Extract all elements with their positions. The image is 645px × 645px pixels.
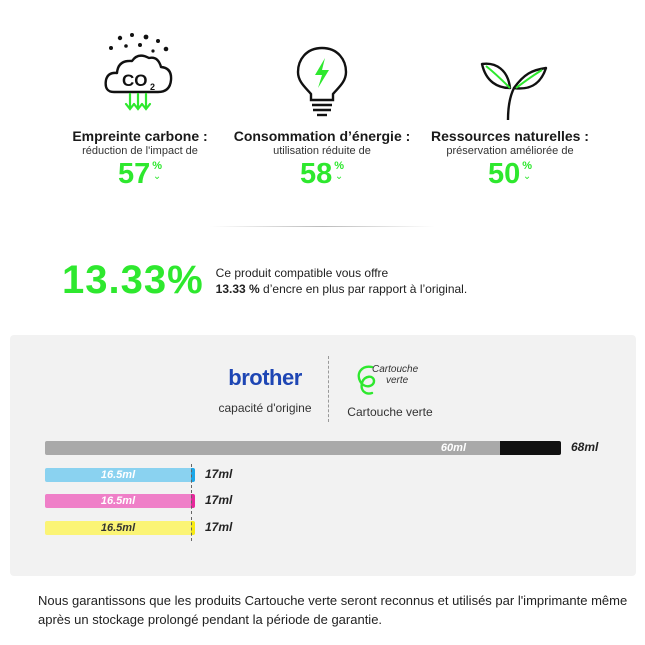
brand-separator — [328, 356, 329, 422]
capacity-bar-black — [45, 441, 561, 455]
stat-title: Empreinte carbone : — [72, 128, 208, 144]
green-capacity-label: 68ml — [571, 440, 599, 454]
stat-subtitle: réduction de l'impact de — [82, 145, 198, 157]
original-capacity-segment — [45, 468, 191, 482]
brand-original — [205, 365, 325, 415]
original-capacity-label: 60ml — [440, 442, 466, 454]
svg-text:2: 2 — [150, 82, 156, 92]
stat-percentage: 50 % ⌄ — [487, 158, 533, 190]
stat-energy — [227, 30, 417, 189]
original-capacity-label: 16.5ml — [100, 469, 136, 481]
leaf-icon — [470, 30, 550, 122]
divider — [210, 226, 435, 227]
original-capacity-segment — [45, 521, 191, 535]
capacity-bar-magenta — [45, 494, 195, 508]
green-capacity-label: 17ml — [205, 520, 233, 534]
original-capacity-label: 16.5ml — [100, 522, 136, 534]
green-capacity-label: 17ml — [205, 467, 233, 481]
green-capacity-label: 17ml — [205, 493, 233, 507]
original-capacity-segment — [45, 441, 500, 455]
advantage-value: 13.33% — [62, 258, 204, 302]
cartouche-verte-logo: Cartouche verte — [350, 359, 430, 399]
brand-caption: capacité d'origine — [218, 401, 312, 415]
brand-caption: Cartouche verte — [347, 405, 433, 419]
stat-title: Ressources naturelles : — [431, 128, 589, 144]
lightbulb-icon — [282, 30, 362, 122]
stat-resources — [415, 30, 605, 189]
stat-subtitle: préservation améliorée de — [446, 145, 574, 157]
stat-title: Consommation d’énergie : — [233, 128, 411, 144]
advantage-description: Ce produit compatible vous offre 13.33 % d’encre en plus par rapport à l’original. — [215, 265, 468, 296]
original-capacity-segment — [45, 494, 191, 508]
capacity-divider — [191, 490, 192, 514]
svg-text:CO: CO — [122, 71, 148, 90]
capacity-divider — [191, 517, 192, 541]
stat-carbon — [45, 30, 235, 189]
guarantee-text: Nous garantissons que les produits Cartouche verte seront reconnus et utilisés par l'imprimante même après un stockage prolongé pendant la période de garantie. — [38, 593, 628, 627]
stat-percentage: 58 % ⌄ — [299, 158, 345, 190]
co2-icon — [100, 30, 180, 122]
brother-logo: brother — [228, 365, 302, 390]
extra-capacity-segment — [500, 441, 561, 455]
capacity-divider — [191, 464, 192, 488]
ink-advantage — [62, 258, 467, 303]
capacity-bar-yellow — [45, 521, 195, 535]
capacity-comparison-panel — [10, 335, 636, 576]
brand-green — [335, 359, 445, 419]
stat-subtitle: utilisation réduite de — [273, 145, 371, 157]
original-capacity-label: 16.5ml — [100, 495, 136, 507]
capacity-bar-cyan — [45, 468, 195, 482]
stat-percentage: 57 % ⌄ — [117, 158, 163, 190]
